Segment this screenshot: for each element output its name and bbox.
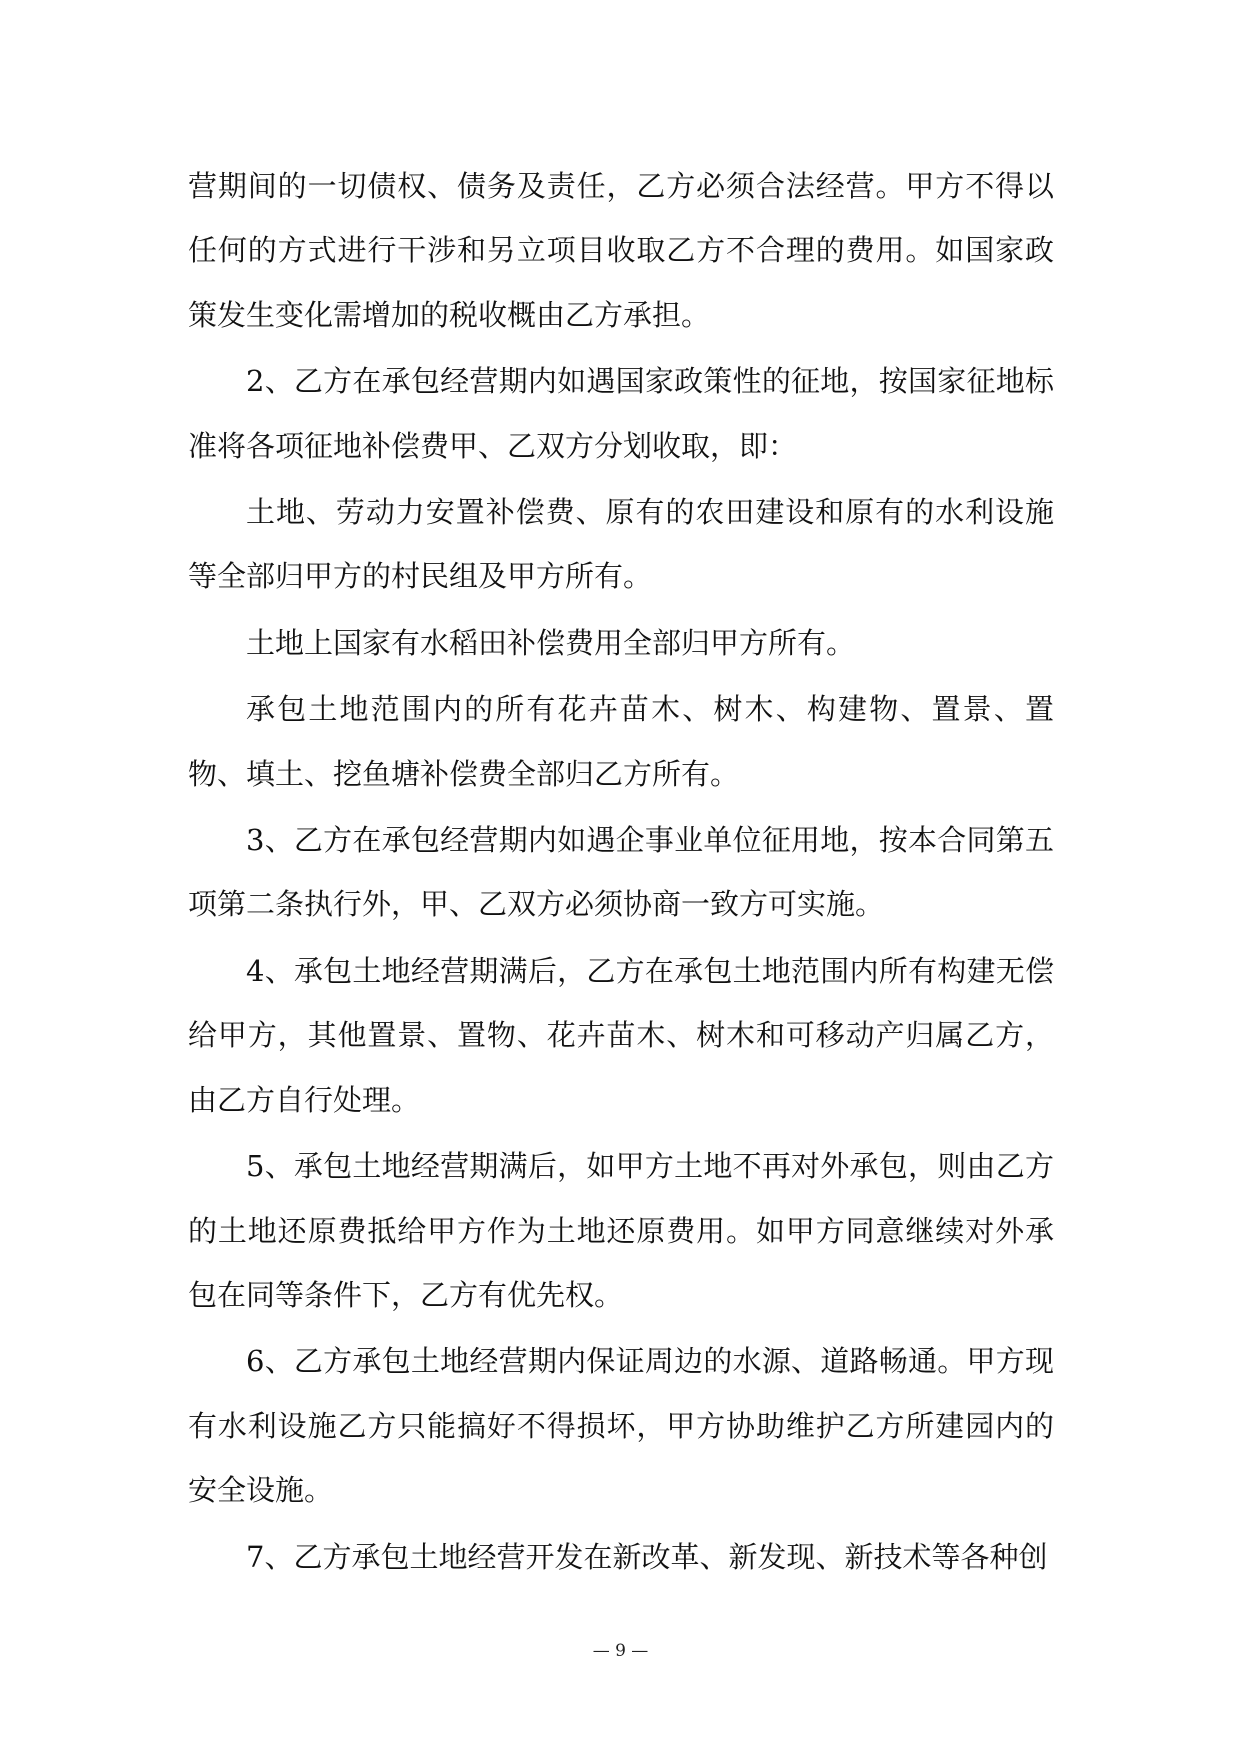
paragraph: 2、乙方在承包经营期内如遇国家政策性的征地，按国家征地标准将各项征地补偿费甲、乙双方分划收取，即： <box>188 364 1054 463</box>
paragraph: 6、乙方承包土地经营期内保证周边的水源、道路畅通。甲方现有水利设施乙方只能搞好不得损坏，甲方协助维护乙方所建园内的安全设施。 <box>188 1344 1054 1508</box>
paragraph: 3、乙方在承包经营期内如遇企事业单位征用地，按本合同第五项第二条执行外，甲、乙双方必须协商一致方可实施。 <box>188 823 1054 922</box>
paragraph: 土地、劳动力安置补偿费、原有的农田建设和原有的水利设施等全部归甲方的村民组及甲方所有。 <box>188 495 1054 594</box>
paragraph: 7、乙方承包土地经营开发在新改革、新发现、新技术等各种创 <box>246 1539 1048 1574</box>
paragraph: 4、承包土地经营期满后，乙方在承包土地范围内所有构建无偿给甲方，其他置景、置物、花卉苗木、树木和可移动产归属乙方，由乙方自行处理。 <box>188 953 1054 1117</box>
document-body <box>188 154 1054 1591</box>
paragraph: 承包土地范围内的所有花卉苗木、树木、构建物、置景、置物、填土、挖鱼塘补偿费全部归乙方所有。 <box>188 692 1054 791</box>
paragraph: 营期间的一切债权、债务及责任，乙方必须合法经营。甲方不得以任何的方式进行干涉和另立项目收取乙方不合理的费用。如国家政策发生变化需增加的税收概由乙方承担。 <box>188 169 1054 332</box>
page-number: — 9 — <box>592 1641 649 1661</box>
paragraph: 土地上国家有水稻田补偿费用全部归甲方所有。 <box>246 625 856 660</box>
paragraph: 5、承包土地经营期满后，如甲方土地不再对外承包，则由乙方的土地还原费抵给甲方作为土地还原费用。如甲方同意继续对外承包在同等条件下，乙方有优先权。 <box>188 1149 1054 1312</box>
